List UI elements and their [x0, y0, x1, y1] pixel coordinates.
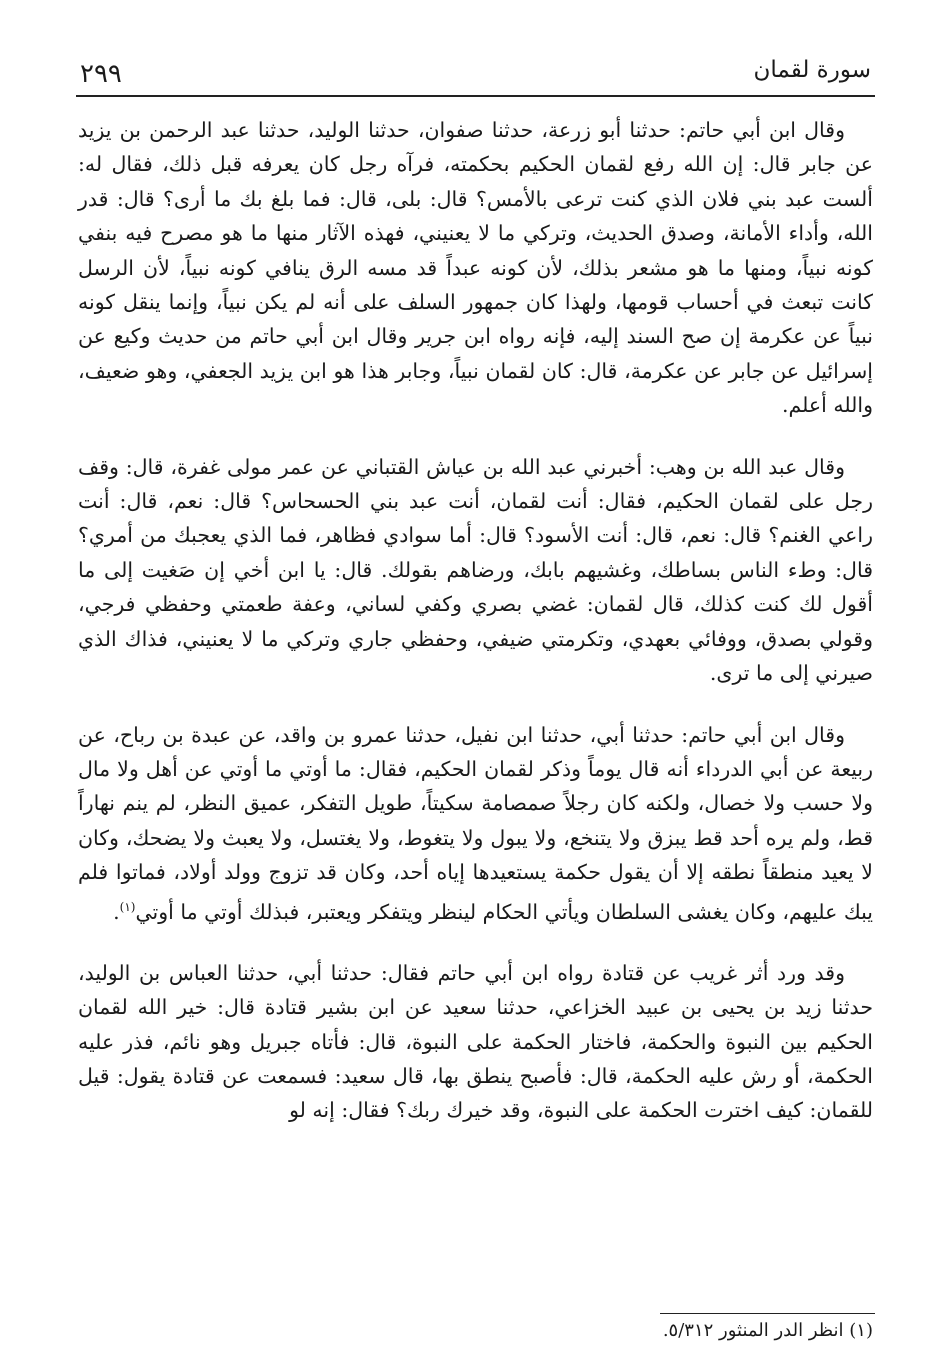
footnote-divider: [660, 1313, 875, 1314]
page-number: ٢٩٩: [80, 59, 122, 89]
page-body: [78, 113, 873, 1155]
paragraph-3: وقال ابن أبي حاتم: حدثنا أبي، حدثنا ابن نفيل، حدثنا عمرو بن واقد، عن عبدة بن رباح، عن ربيعة عن أبي الدرداء أنه قال يوماً وذكر لقمان الحكيم، فقال: ما أوتي ما أوتي عن أهل ولا مال ولا حسب ولا خصال، ولكنه كان رجلاً صمصامة سكيتاً، طويل التفكر، عميق النظر، لم ينم نهاراً قط، ولم يره أحد قط يبزق ولا يتنخع، ولا يبول ولا يتغوط، ولا يغتسل، ولا يعبث ولا يضحك، وكان لا يعيد منطقاً نطقه إلا أن يقول حكمة يستعيدها إياه أحد، وكان قد تزوج وولد أولاد، فماتوا فلم يبك عليهم، وكان يغشى السلطان ويأتي الحكام لينظر ويتفكر ويعتبر، فبذلك أوتي ما أوتي$^{(١)}$.: [78, 722, 873, 924]
paragraph-2: وقال عبد الله بن وهب: أخبرني عبد الله بن عياش القتباني عن عمر مولى غفرة، قال: وقف رجل على لقمان الحكيم، فقال: أنت لقمان، أنت عبد بني الحسحاس؟ قال: نعم، قال: أنت راعي الغنم؟ قال: نعم، قال: أنت الأسود؟ قال: أما سوادي فظاهر، فما الذي يعجبك من أمري؟ قال: وطء الناس بساطك، وغشيهم بابك، ورضاهم بقولك. قال: يا ابن أخي إن صَغيت إلى ما أقول لك كنت كذلك، قال لقمان: غضي بصري وكفي لساني، وعفة طعمتي وحفظي فرجي، وقولي بصدق، ووفائي بعهدي، وتكرمتي ضيفي، وحفظي جاري وتركي ما لا يعنيني، فذاك الذي صيرني إلى ما ترى.: [78, 454, 873, 686]
header-divider: [76, 95, 875, 97]
footnote-reference: (١): [119, 899, 136, 914]
paragraph-3-text: وقال ابن أبي حاتم: حدثنا أبي، حدثنا ابن نفيل، حدثنا عمرو بن واقد، عن عبدة بن رباح، عن ربيعة عن أبي الدرداء أنه قال يوماً وذكر لقمان الحكيم، فقال: ما أوتي ما أوتي عن أهل ولا مال ولا حسب ولا خصال، ولكنه كان رجلاً صمصامة سكيتاً، طويل التفكر، عميق النظر، لم ينم نهاراً قط، ولم يره أحد قط يبزق ولا يتنخع، ولا يبول ولا يتغوط، ولا يغتسل، ولا يعبث ولا يضحك، وكان لا يعيد منطقاً نطقه إلا أن يقول حكمة يستعيدها إياه أحد، وكان قد تزوج وولد أولاد، فماتوا فلم يبك عليهم، وكان يغشى السلطان ويأتي الحكام لينظر ويتفكر ويعتبر، فبذلك أوتي ما أوتي: [78, 722, 873, 924]
footnote: (١) انظر الدر المنثور ٥/٣١٢.: [662, 1320, 873, 1341]
paragraph-1: وقال ابن أبي حاتم: حدثنا أبو زرعة، حدثنا صفوان، حدثنا الوليد، حدثنا عبد الرحمن بن يزيد عن جابر قال: إن الله رفع لقمان الحكيم بحكمته، فرآه رجل كان يعرفه قبل ذلك، فقال له: ألست عبد بني فلان الذي كنت ترعى بالأمس؟ قال: بلى، قال: فما بلغ بك ما أرى؟ قال: قدر الله، وأداء الأمانة، وصدق الحديث، وتركي ما لا يعنيني، فهذه الآثار منها ما هو مصرح فيه بنفي كونه نبياً، ومنها ما هو مشعر بذلك، لأن كونه عبداً قد مسه الرق ينافي كونه نبياً، لأن الرسل كانت تبعث في أحساب قومها، ولهذا كان جمهور السلف على أنه لم يكن نبياً، وإنما ينقل كونه نبياً عن عكرمة إن صح السند إليه، فإنه رواه ابن جرير وقال ابن أبي حاتم من حديث وكيع عن إسرائيل عن جابر عن عكرمة، قال: كان لقمان نبياً، وجابر هذا هو ابن يزيد الجعفي، وهو ضعيف، والله أعلم.: [78, 118, 873, 418]
surah-title: سورة لقمان: [753, 57, 871, 83]
page-header: [80, 55, 871, 95]
paragraph-4: وقد ورد أثر غريب عن قتادة رواه ابن أبي حاتم فقال: حدثنا أبي، حدثنا العباس بن الوليد، حدثنا زيد بن يحيى بن عبيد الخزاعي، حدثنا سعيد عن ابن بشير قتادة قال: خير الله لقمان الحكيم بين النبوة والحكمة، فاختار الحكمة على النبوة، قال: فأتاه جبريل وهو نائم، فذر عليه الحكمة، أو رش عليه الحكمة، قال: فأصبح ينطق بها، قال سعيد: فسمعت عن قتادة يقول: قيل للقمان: كيف اخترت الحكمة على النبوة، وقد خيرك ربك؟ فقال: إنه لو: [78, 960, 873, 1123]
